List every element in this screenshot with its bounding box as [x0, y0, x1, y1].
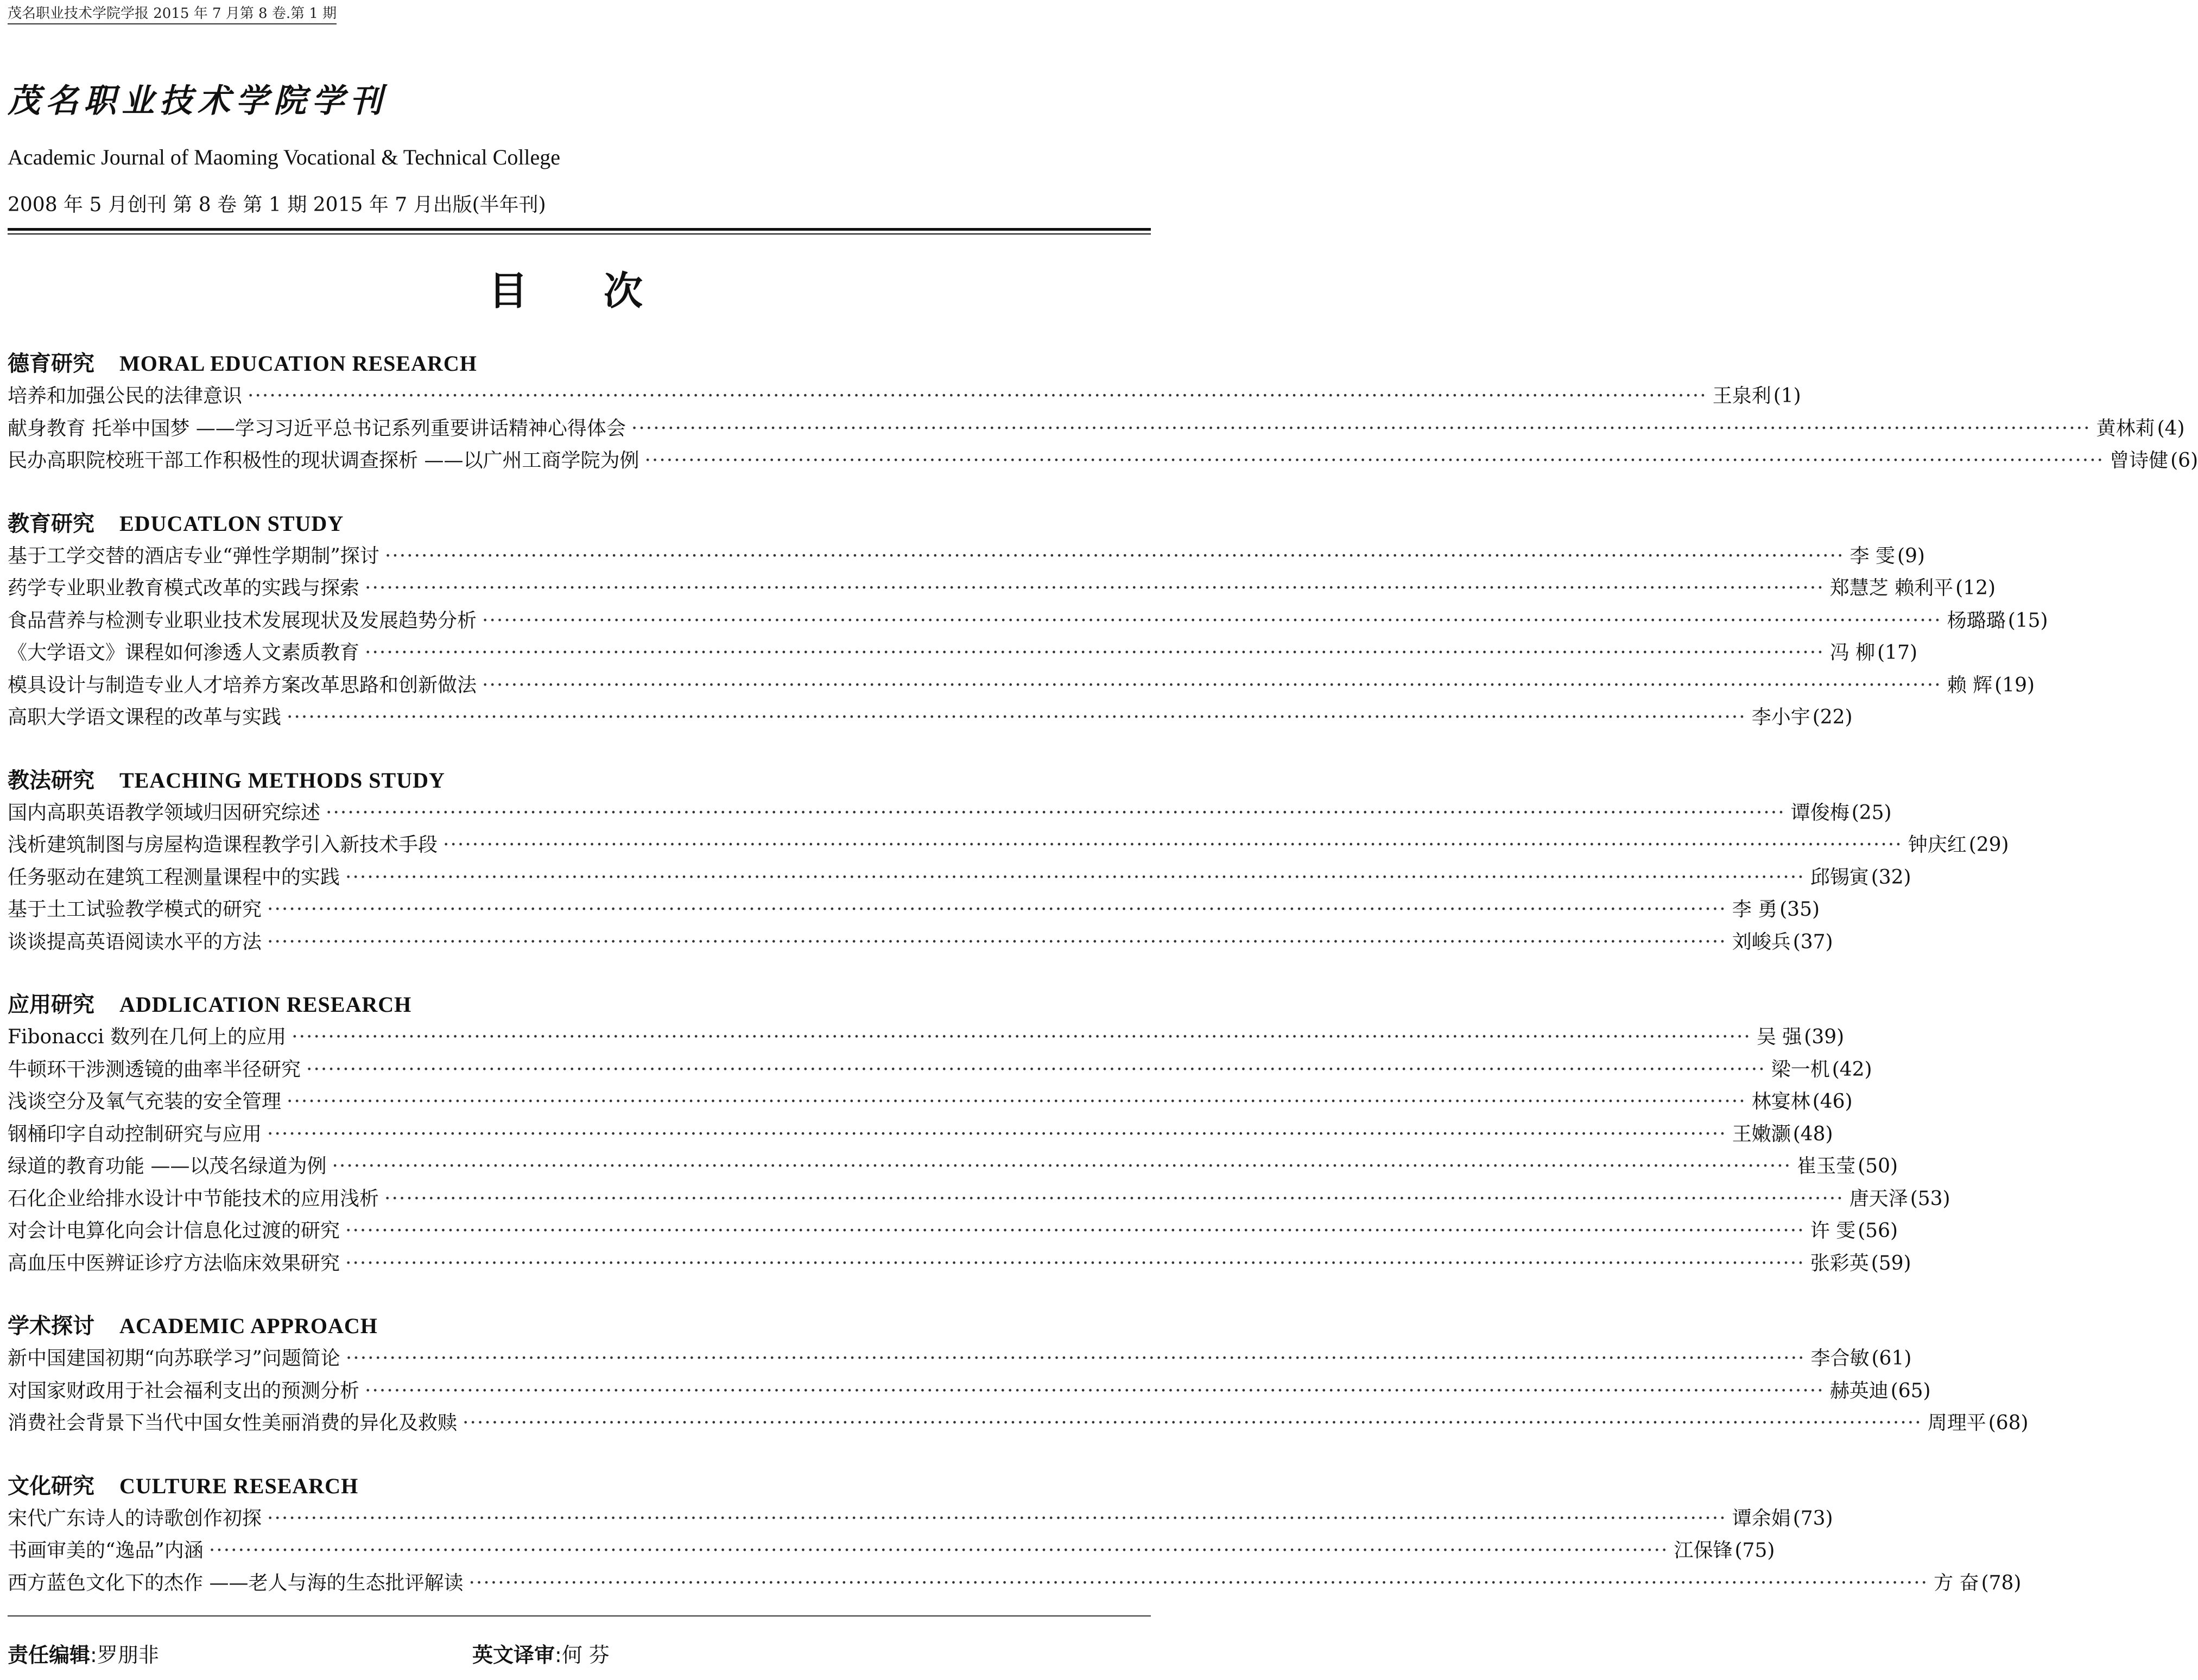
toc-entry[interactable] [8, 1086, 1853, 1118]
dot-leader: ········································································································································································································ [345, 1252, 1805, 1275]
entry-author: 郑慧芝 赖利平 [1829, 577, 1954, 599]
entry-author: 唐天泽 [1849, 1187, 1908, 1210]
entry-author: 王泉利 [1712, 385, 1771, 407]
section-heading [8, 1310, 1131, 1342]
entry-page: (78) [1981, 1571, 2022, 1594]
entry-author: 黄林莉 [2096, 417, 2155, 440]
toc-section [8, 347, 2198, 477]
entry-author: 崔玉莹 [1797, 1155, 1856, 1177]
entry-author: 李 雯 [1849, 544, 1895, 567]
dot-leader: ········································································································································································································ [468, 1571, 1929, 1594]
toc-entry[interactable] [8, 1375, 1931, 1408]
toc-entry[interactable] [8, 380, 1801, 413]
toc-entry[interactable] [8, 1118, 1833, 1151]
footer-translator: 英文译审:何 芬 [472, 1643, 610, 1667]
toc-entry[interactable] [8, 1021, 1845, 1054]
section-heading-en: ACADEMIC APPROACH [119, 1314, 378, 1338]
entry-page: (4) [2157, 417, 2185, 440]
toc-entry[interactable] [8, 1183, 1950, 1215]
section-heading-en: TEACHING METHODS STUDY [119, 768, 445, 793]
journal-title-cn: 茂名职业技术学院学刊 [8, 82, 388, 120]
entry-title: 浅析建筑制图与房屋构造课程教学引入新技术手段 [8, 834, 438, 856]
table-of-contents [8, 347, 2198, 1630]
entry-author: 王嫩灏 [1732, 1123, 1791, 1145]
toc-entry[interactable] [8, 669, 2035, 702]
toc-entry[interactable] [8, 893, 1820, 926]
dot-leader: ········································································································································································································ [644, 449, 2105, 472]
entry-title: 消费社会背景下当代中国女性美丽消费的异化及救赎 [8, 1412, 458, 1434]
entry-author: 谭俊梅 [1790, 801, 1849, 824]
entry-page: (9) [1897, 544, 1925, 567]
entry-page: (75) [1734, 1539, 1775, 1562]
entry-author: 钟庆红 [1908, 834, 1967, 856]
toc-section [8, 988, 1950, 1279]
dot-leader: ········································································································································································································ [345, 1347, 1806, 1370]
entry-title: 对国家财政用于社会福利支出的预测分析 [8, 1379, 360, 1402]
entry-page: (6) [2170, 449, 2198, 472]
section-heading-cn: 学术探讨 [8, 1314, 94, 1339]
entry-page: (15) [2007, 609, 2048, 632]
entry-page: (42) [1832, 1058, 1872, 1081]
dot-leader: ········································································································································································································ [482, 674, 1942, 696]
dot-leader: ········································································································································································································ [365, 577, 1825, 599]
dot-leader: ········································································································································································································ [463, 1412, 1922, 1434]
dot-leader: ········································································································································································································ [631, 417, 2091, 440]
entry-title: 《大学语文》课程如何渗透人文素质教育 [8, 642, 360, 664]
footer-rule [8, 1615, 1151, 1616]
entry-title: 基于工学交替的酒店专业“弹性学期制”探讨 [8, 544, 379, 567]
dot-leader: ········································································································································································································ [267, 930, 1727, 953]
section-heading-en: CULTURE RESEARCH [119, 1473, 359, 1498]
dot-leader: ········································································································································································································ [345, 866, 1805, 889]
entry-author: 邱锡寅 [1810, 866, 1869, 889]
section-heading-en: ADDLICATION RESEARCH [119, 992, 412, 1017]
entry-title: 献身教育 托举中国梦 ——学习习近平总书记系列重要讲话精神心得体会 [8, 417, 626, 440]
dot-leader: ········································································································································································································ [267, 1507, 1727, 1530]
dot-leader: ········································································································································································································ [326, 801, 1785, 824]
toc-title-char-1: 目 [489, 268, 528, 314]
entry-title: 基于土工试验教学模式的研究 [8, 898, 262, 921]
entry-page: (12) [1955, 577, 1996, 599]
entry-page: (50) [1858, 1155, 1898, 1177]
entry-author: 方 奋 [1934, 1571, 1979, 1594]
toc-entry[interactable] [8, 540, 1925, 573]
toc-entry[interactable] [8, 605, 2048, 637]
entry-author: 张彩英 [1810, 1252, 1869, 1275]
entry-title: 石化企业给排水设计中节能技术的应用浅析 [8, 1187, 379, 1210]
masthead-rule-thick [8, 228, 1151, 231]
journal-title-en: Academic Journal of Maoming Vocational & Technical College [8, 145, 561, 169]
entry-author: 江保锋 [1674, 1539, 1733, 1562]
publication-info: 2008 年 5 月创刊 第 8 卷 第 1 期 2015 年 7 月出版(半年刊) [8, 194, 546, 216]
entry-page: (73) [1792, 1507, 1833, 1530]
toc-entry[interactable] [8, 1150, 1898, 1183]
dot-leader: ········································································································································································································ [443, 834, 1903, 856]
toc-entry[interactable] [8, 445, 2198, 477]
entry-author: 许 雯 [1810, 1220, 1856, 1242]
entry-page: (59) [1871, 1252, 1911, 1275]
entry-page: (61) [1871, 1347, 1912, 1370]
entry-page: (19) [1994, 674, 2035, 696]
entry-title: 国内高职英语教学领域归因研究综述 [8, 801, 321, 824]
entry-title: 宋代广东诗人的诗歌创作初探 [8, 1507, 262, 1530]
dot-leader: ········································································································································································································ [267, 1123, 1727, 1145]
entry-title: 绿道的教育功能 ——以茂名绿道为例 [8, 1155, 327, 1177]
entry-title: 高职大学语文课程的改革与实践 [8, 706, 282, 728]
toc-entry[interactable] [8, 1407, 2029, 1440]
editor-label: 责任编辑 [8, 1643, 91, 1667]
entry-title: Fibonacci 数列在几何上的应用 [8, 1026, 287, 1048]
entry-title: 高血压中医辨证诊疗方法临床效果研究 [8, 1252, 340, 1275]
entry-title: 民办高职院校班干部工作积极性的现状调查探析 ——以广州工商学院为例 [8, 449, 639, 472]
dot-leader: ········································································································································································································ [332, 1155, 1792, 1177]
running-head: 茂名职业技术学院学报 2015 年 7 月第 8 卷.第 1 期 [8, 2, 337, 24]
entry-page: (56) [1858, 1220, 1898, 1242]
toc-entry[interactable] [8, 1054, 1872, 1086]
toc-entry[interactable] [8, 797, 1892, 829]
toc-entry[interactable] [8, 413, 2185, 445]
entry-author: 冯 柳 [1829, 642, 1876, 664]
entry-author: 李小宇 [1751, 706, 1810, 728]
entry-page: (35) [1779, 898, 1820, 921]
entry-author: 吴 强 [1756, 1026, 1802, 1048]
section-heading-cn: 文化研究 [8, 1473, 94, 1499]
toc-entry[interactable] [8, 1215, 1898, 1247]
entry-title: 钢桶印字自动控制研究与应用 [8, 1123, 262, 1145]
entry-author: 刘峻兵 [1732, 930, 1791, 953]
entry-title: 新中国建国初期“向苏联学习”问题简论 [8, 1347, 340, 1370]
entry-author: 李 勇 [1732, 898, 1778, 921]
entry-author: 林宴林 [1751, 1091, 1810, 1113]
toc-entry[interactable] [8, 861, 1911, 894]
toc-entry[interactable] [8, 637, 1918, 669]
dot-leader: ········································································································································································································ [345, 1220, 1805, 1242]
dot-leader: ········································································································································································································ [482, 609, 1942, 632]
entry-page: (25) [1851, 801, 1892, 824]
toc-section [8, 1310, 2029, 1440]
toc-title [489, 259, 719, 316]
toc-section [8, 508, 2048, 734]
dot-leader: ········································································································································································································ [267, 898, 1727, 921]
entry-title: 浅谈空分及氧气充装的安全管理 [8, 1091, 282, 1113]
section-heading-en: EDUCATLON STUDY [119, 511, 344, 536]
masthead [8, 75, 1135, 217]
toc-title-char-2: 次 [604, 268, 643, 314]
toc-entry[interactable] [8, 926, 1833, 959]
entry-page: (32) [1871, 866, 1911, 889]
toc-entry[interactable] [8, 1503, 1833, 1535]
entry-title: 模具设计与制造专业人才培养方案改革思路和创新做法 [8, 674, 477, 696]
entry-author: 谭余娟 [1732, 1507, 1791, 1530]
toc-entry[interactable] [8, 1567, 2022, 1600]
entry-page: (68) [1988, 1412, 2029, 1434]
entry-author: 赫英迪 [1829, 1379, 1889, 1402]
section-heading [8, 988, 1131, 1021]
dot-leader: ········································································································································································································ [287, 1091, 1746, 1113]
dot-leader: ········································································································································································································ [306, 1058, 1766, 1081]
toc-entry[interactable] [8, 829, 2009, 861]
entry-page: (1) [1773, 385, 1801, 407]
section-heading [8, 764, 1131, 797]
entry-page: (17) [1877, 642, 1918, 664]
toc-section [8, 764, 2009, 959]
section-heading [8, 1470, 1131, 1503]
entry-page: (48) [1792, 1123, 1833, 1145]
entry-author: 赖 辉 [1947, 674, 1993, 696]
toc-entry[interactable] [8, 1342, 1912, 1375]
dot-leader: ········································································································································································································ [292, 1026, 1751, 1048]
section-heading-en: MORAL EDUCATION RESEARCH [119, 351, 477, 376]
toc-section [8, 1470, 2022, 1600]
translator-name: 何 芬 [561, 1643, 610, 1667]
toc-entry[interactable] [8, 701, 1853, 734]
dot-leader: ········································································································································································································ [208, 1539, 1669, 1562]
toc-entry[interactable] [8, 572, 1996, 605]
entry-title: 培养和加强公民的法律意识 [8, 385, 243, 407]
entry-title: 书画审美的“逸品”内涵 [8, 1539, 204, 1562]
section-heading-cn: 教法研究 [8, 768, 94, 793]
entry-title: 任务驱动在建筑工程测量课程中的实践 [8, 866, 340, 889]
dot-leader: ········································································································································································································ [365, 642, 1825, 664]
editor-name: 罗朋非 [97, 1643, 159, 1667]
entry-author: 曾诗健 [2110, 449, 2169, 472]
entry-title: 谈谈提高英语阅读水平的方法 [8, 930, 262, 953]
translator-label: 英文译审 [472, 1643, 555, 1667]
dot-leader: ········································································································································································································ [365, 1379, 1825, 1402]
entry-page: (22) [1812, 706, 1853, 728]
section-heading [8, 508, 1131, 540]
toc-entry[interactable] [8, 1247, 1911, 1280]
section-heading [8, 347, 1131, 380]
section-heading-cn: 应用研究 [8, 992, 94, 1017]
entry-page: (53) [1910, 1187, 1950, 1210]
dot-leader: ········································································································································································································ [384, 544, 1845, 567]
masthead-rule-thin [8, 233, 1151, 234]
entry-title: 西方蓝色文化下的杰作 ——老人与海的生态批评解读 [8, 1571, 464, 1594]
dot-leader: ········································································································································································································ [384, 1187, 1844, 1210]
entry-title: 对会计电算化向会计信息化过渡的研究 [8, 1220, 340, 1242]
toc-entry[interactable] [8, 1535, 1775, 1567]
entry-page: (46) [1812, 1091, 1853, 1113]
entry-page: (65) [1890, 1379, 1931, 1402]
entry-author: 梁一机 [1771, 1058, 1830, 1081]
entry-author: 李合敏 [1810, 1347, 1870, 1370]
entry-title: 食品营养与检测专业职业技术发展现状及发展趋势分析 [8, 609, 477, 632]
entry-page: (39) [1804, 1026, 1845, 1048]
entry-page: (37) [1792, 930, 1833, 953]
dot-leader: ········································································································································································································ [287, 706, 1746, 728]
section-heading-cn: 德育研究 [8, 351, 94, 376]
entry-title: 药学专业职业教育模式改革的实践与探索 [8, 577, 360, 599]
dot-leader: ········································································································································································································ [248, 385, 1707, 407]
entry-author: 杨璐璐 [1947, 609, 2006, 632]
footer-editor: 责任编辑:罗朋非 [8, 1643, 159, 1667]
section-heading-cn: 教育研究 [8, 511, 94, 536]
entry-page: (29) [1968, 834, 2009, 856]
entry-title: 牛顿环干涉测透镜的曲率半径研究 [8, 1058, 301, 1081]
entry-author: 周理平 [1927, 1412, 1986, 1434]
